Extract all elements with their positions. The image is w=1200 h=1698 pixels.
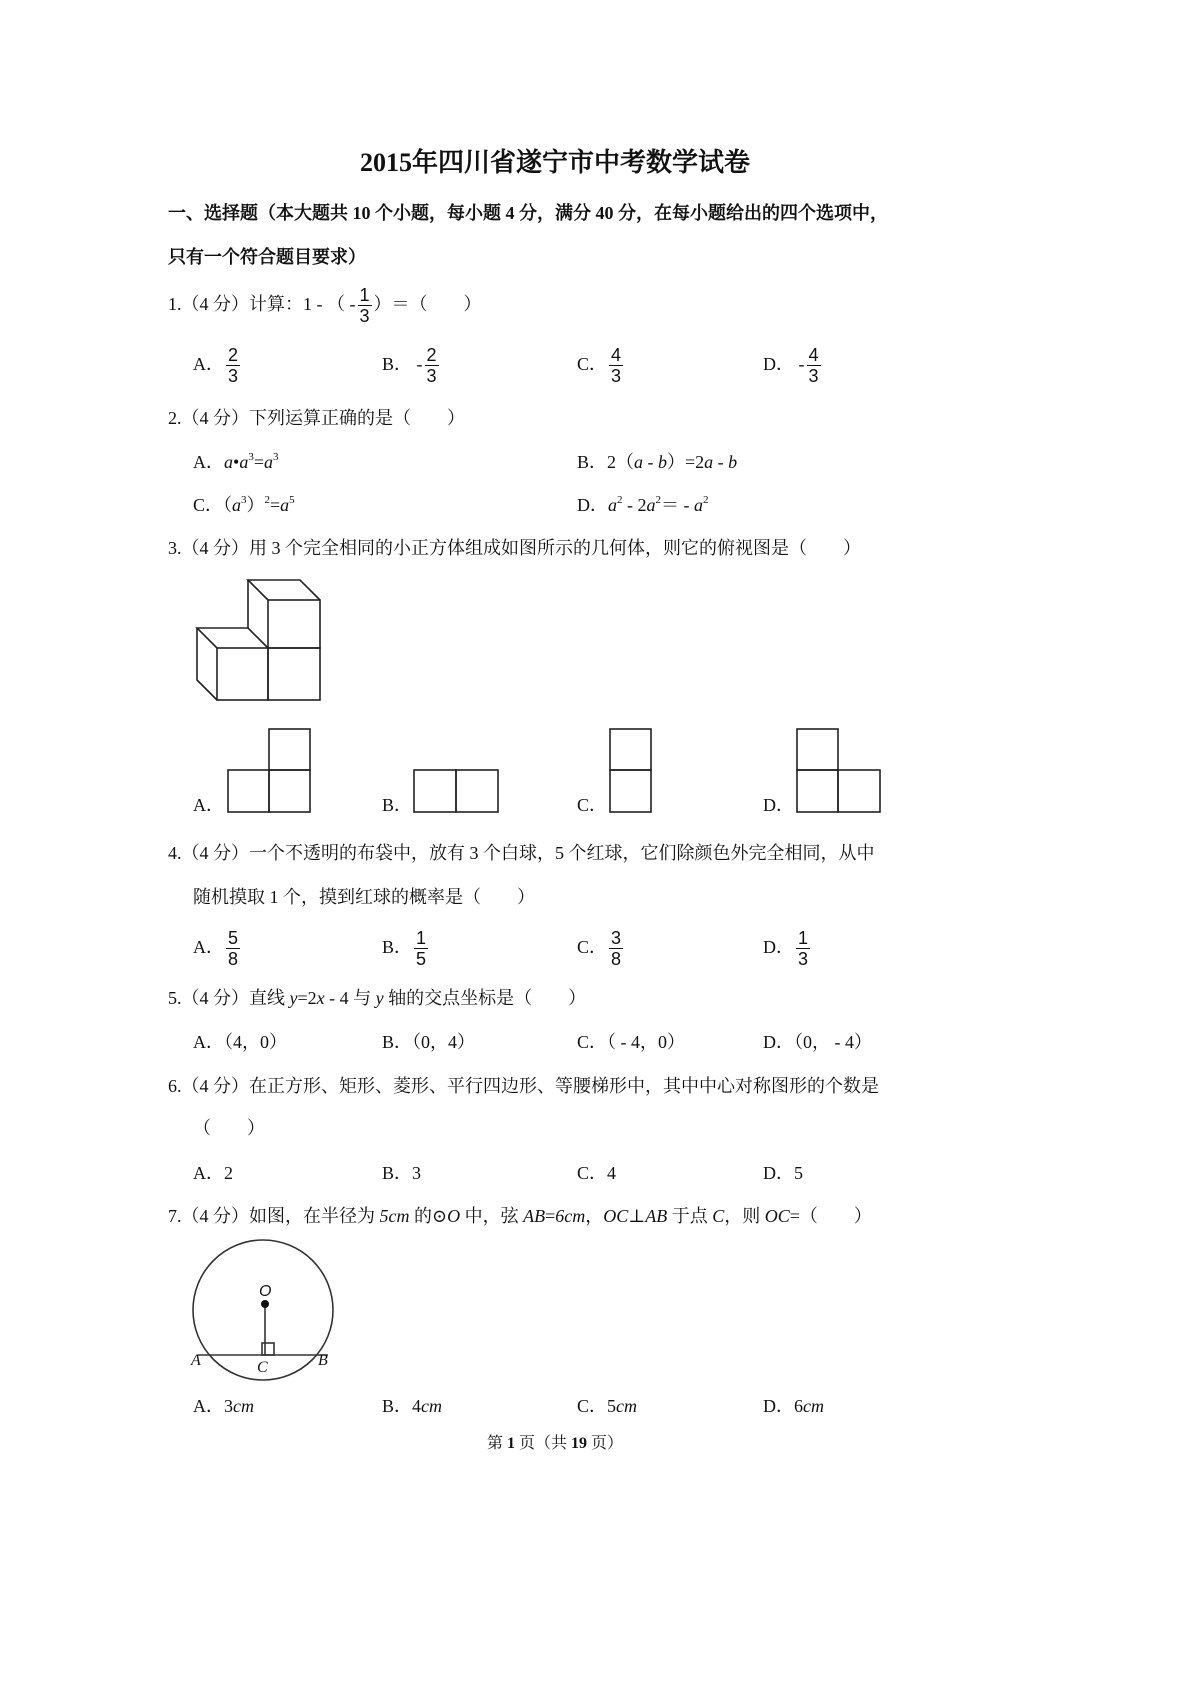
q7-option-d: D．6cm bbox=[763, 1396, 824, 1416]
option-d-figure bbox=[797, 729, 880, 812]
option-a-figure bbox=[228, 729, 310, 812]
q7-option-b: B．4cm bbox=[382, 1396, 443, 1416]
q1-option-c: C． $\frac{4}{3}$ bbox=[577, 345, 622, 387]
q4-option-a: A． $\frac{5}{8}$ bbox=[193, 928, 239, 970]
section-heading-cont: 只有一个符合题目要求） bbox=[168, 247, 366, 267]
fraction: $\frac{1}{3}$ bbox=[359, 285, 370, 327]
option-c-figure bbox=[610, 729, 651, 812]
q5-option-c: C．（ - 4，0） bbox=[577, 1032, 685, 1052]
question-4-cont: 随机摸取 1 个，摸到红球的概率是（ ） bbox=[193, 887, 535, 907]
q5-option-d: D．（0， - 4） bbox=[763, 1032, 872, 1052]
question-2: 2.（4 分）下列运算正确的是（ ） bbox=[168, 408, 465, 428]
q6-option-d: D．5 bbox=[763, 1163, 803, 1183]
q7-option-c: C．5cm bbox=[577, 1396, 638, 1416]
q1-stem: 1.（4 分）计算：1 - （ - bbox=[168, 294, 356, 314]
q6-option-c: C．4 bbox=[577, 1163, 617, 1183]
question-1 bbox=[168, 282, 482, 326]
q3-option-d: D． bbox=[763, 795, 794, 815]
label-a: A bbox=[191, 1352, 201, 1369]
q6-option-a: A．2 bbox=[193, 1163, 233, 1183]
q4-option-d: D． $\frac{1}{3}$ bbox=[763, 928, 809, 970]
q3-option-b: B． bbox=[382, 795, 413, 815]
label-c: C bbox=[257, 1359, 268, 1376]
q7-option-a: A．3cm bbox=[193, 1396, 254, 1416]
q2-option-c: C．$(a^3)^2=a^5$ bbox=[193, 494, 295, 515]
q5-option-b: B．（0，4） bbox=[382, 1032, 476, 1052]
q5-option-a: A．（4，0） bbox=[193, 1032, 287, 1052]
q3-option-a: A． bbox=[193, 795, 224, 815]
section-heading: 一、选择题（本大题共 10 个小题，每小题 4 分，满分 40 分，在每小题给出的四个选项中， bbox=[168, 203, 888, 223]
question-7: 7.（4 分）如图，在半径为 5cm 的⊙O 中，弦 AB=6cm，OC⊥AB 于点 C，则 OC=（ ） bbox=[168, 1206, 872, 1226]
question-6-blank: （ ） bbox=[193, 1118, 265, 1138]
page-title: 2015年四川省遂宁市中考数学试卷 bbox=[359, 148, 750, 177]
q3-option-c: C． bbox=[577, 795, 608, 815]
q6-option-b: B．3 bbox=[382, 1163, 422, 1183]
question-6: 6.（4 分）在正方形、矩形、菱形、平行四边形、等腰梯形中，其中中心对称图形的个数是 bbox=[168, 1076, 879, 1096]
q1-option-d: D． - $\frac{4}{3}$ bbox=[763, 345, 819, 387]
label-b: B bbox=[318, 1352, 328, 1369]
option-b-figure bbox=[414, 770, 498, 812]
q2-option-b: B．2（a - b）=2a - b bbox=[577, 452, 738, 472]
q1-option-b: B． - $\frac{2}{3}$ bbox=[382, 345, 437, 387]
question-5: 5.（4 分）直线 y=2x - 4 与 y 轴的交点坐标是（ ） bbox=[168, 988, 587, 1008]
q1-option-a: A． $\frac{2}{3}$ bbox=[193, 345, 239, 387]
q2-option-a: A．$a•a^3=a^3$ bbox=[193, 451, 279, 472]
q4-option-c: C． $\frac{3}{8}$ bbox=[577, 928, 622, 970]
q2-option-d: D．$a^2 - 2a^2= - a^2$ bbox=[577, 494, 709, 515]
q1-stem-end: ）＝（ ） bbox=[373, 294, 482, 314]
question-4: 4.（4 分）一个不透明的布袋中，放有 3 个白球，5 个红球，它们除颜色外完全相同，从中 bbox=[168, 843, 875, 863]
label-o: O bbox=[259, 1283, 272, 1300]
cube-solid-figure bbox=[197, 580, 320, 700]
q4-option-b: B． $\frac{1}{5}$ bbox=[382, 928, 427, 970]
page-footer: 第 1 页（共 19 页） bbox=[486, 1435, 624, 1452]
question-3: 3.（4 分）用 3 个完全相同的小正方体组成如图所示的几何体，则它的俯视图是（ ） bbox=[168, 538, 861, 558]
